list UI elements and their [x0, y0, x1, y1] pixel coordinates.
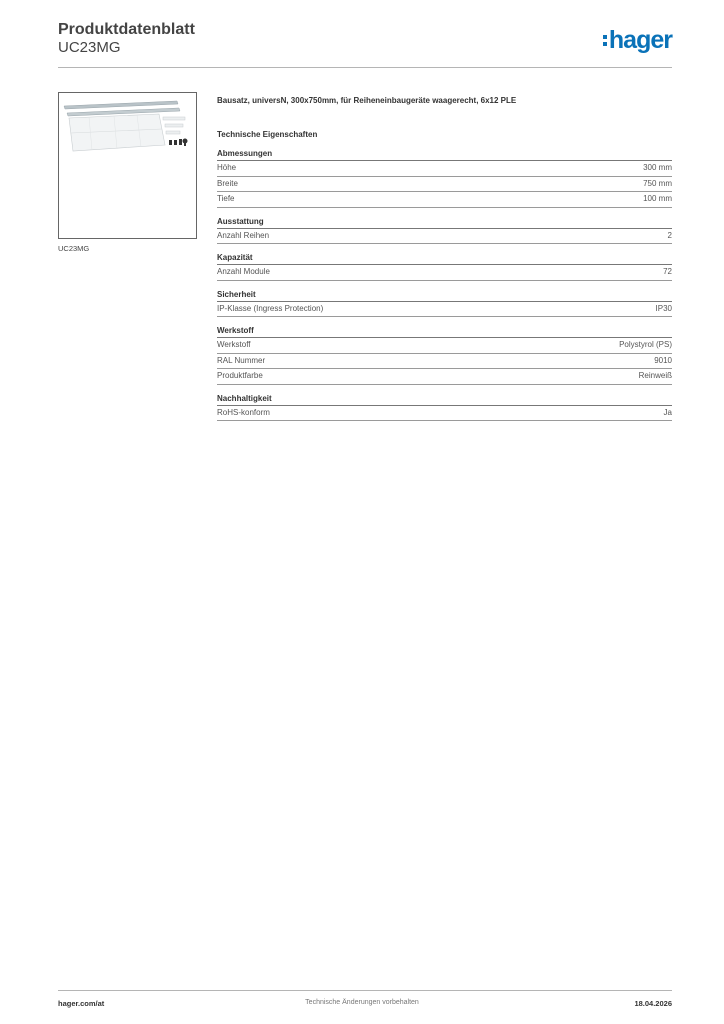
property-value: Ja — [663, 407, 672, 417]
header-divider — [58, 67, 672, 68]
product-description: Bausatz, universN, 300x750mm, für Reiheneinbaugeräte waagerecht, 6x12 PLE — [217, 96, 517, 105]
footer-divider — [58, 990, 672, 991]
properties-groups — [217, 149, 672, 421]
properties-heading: Technische Eigenschaften — [217, 130, 318, 139]
property-group-title: Ausstattung — [217, 217, 672, 229]
property-value: Polystyrol (PS) — [619, 340, 672, 349]
property-label: Anzahl Module — [217, 267, 270, 276]
logo-dots-icon — [603, 35, 607, 46]
property-row — [217, 265, 672, 281]
product-image — [58, 92, 197, 239]
property-value: 9010 — [654, 355, 672, 365]
property-label: Höhe — [217, 163, 237, 172]
property-value: 72 — [663, 267, 672, 276]
hager-logo — [603, 28, 672, 53]
property-value: 300 mm — [643, 163, 672, 172]
property-label: Werkstoff — [217, 340, 251, 349]
property-row — [217, 369, 672, 385]
property-row — [217, 406, 672, 422]
property-row — [217, 354, 672, 370]
product-kit-illustration-icon — [59, 93, 196, 238]
property-group-title: Abmessungen — [217, 149, 672, 161]
footer-date: 18.04.2026 — [634, 999, 672, 1008]
property-row — [217, 229, 672, 245]
property-label: Breite — [217, 178, 238, 188]
property-row — [217, 338, 672, 354]
property-value: 100 mm — [643, 194, 672, 203]
property-label: RoHS-konform — [217, 407, 270, 417]
property-label: RAL Nummer — [217, 355, 266, 365]
logo-wordmark: hager — [608, 26, 672, 54]
properties-content — [217, 96, 672, 430]
property-group — [217, 217, 672, 245]
property-group — [217, 149, 672, 208]
property-group — [217, 394, 672, 422]
property-row — [217, 302, 672, 318]
property-label: Anzahl Reihen — [217, 230, 270, 240]
property-group-title: Kapazität — [217, 253, 672, 265]
property-group — [217, 290, 672, 318]
property-label: Tiefe — [217, 194, 235, 203]
property-value: Reinweiß — [638, 371, 672, 380]
footer-website: hager.com/at — [58, 999, 105, 1008]
product-image-caption: UC23MG — [58, 244, 90, 253]
property-row — [217, 177, 672, 193]
property-value: 750 mm — [643, 178, 672, 188]
footer-notice: Technische Änderungen vorbehalten — [305, 999, 419, 1006]
property-value: 2 — [667, 230, 672, 240]
property-group — [217, 253, 672, 281]
property-group-title: Werkstoff — [217, 326, 672, 338]
property-group — [217, 326, 672, 385]
property-row — [217, 192, 672, 208]
property-row — [217, 161, 672, 177]
product-code-subtitle: UC23MG — [58, 39, 121, 56]
property-group-title: Nachhaltigkeit — [217, 394, 672, 406]
property-label: IP-Klasse (Ingress Protection) — [217, 303, 324, 313]
property-value: IP30 — [655, 303, 672, 313]
property-group-title: Sicherheit — [217, 290, 672, 302]
property-label: Produktfarbe — [217, 371, 263, 380]
page-title: Produktdatenblatt — [58, 21, 195, 38]
